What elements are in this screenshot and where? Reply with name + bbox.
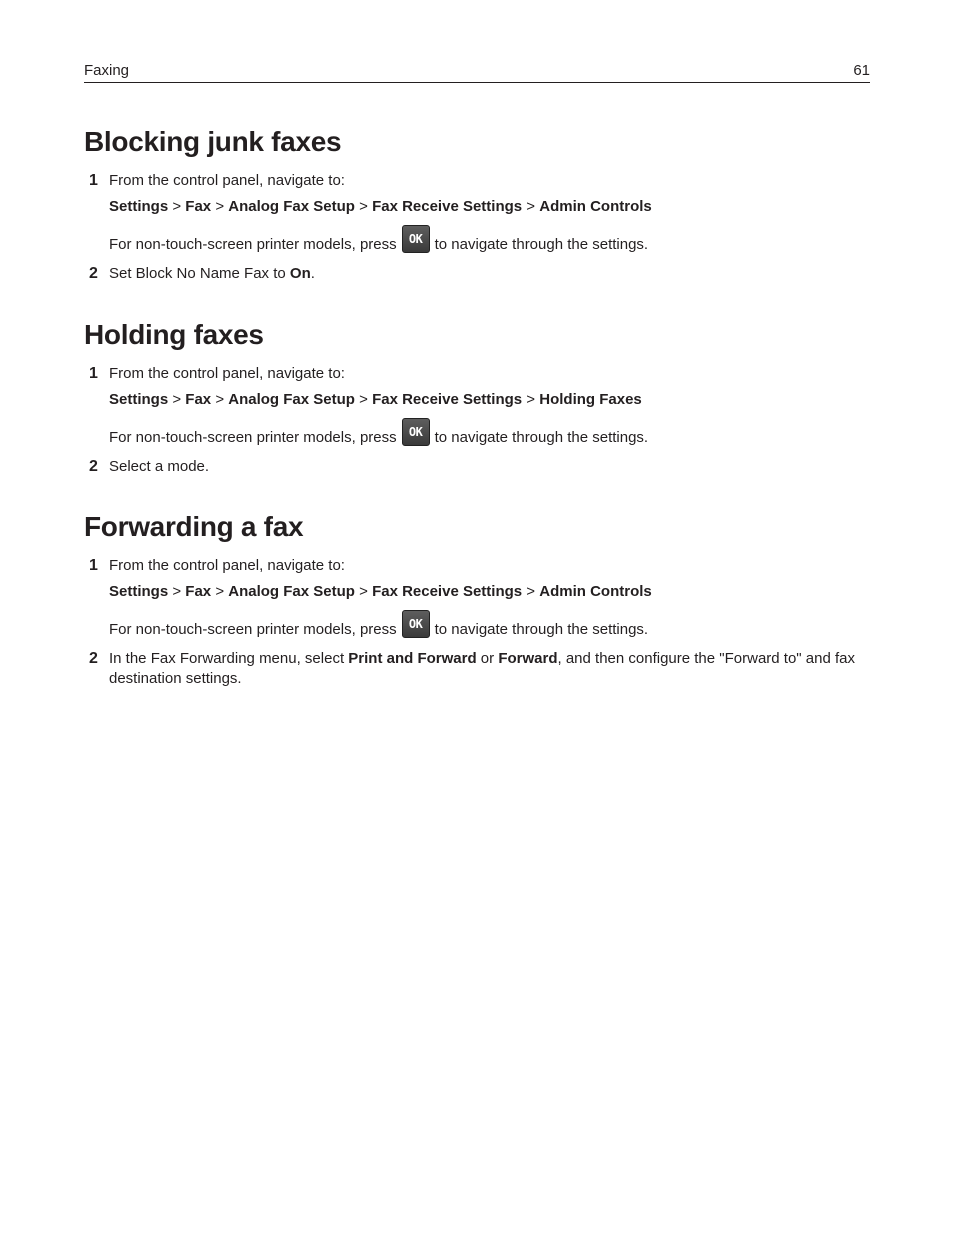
path-separator: > xyxy=(168,583,186,600)
step-bold: Print and Forward xyxy=(348,650,477,667)
page-header xyxy=(84,61,870,83)
step-text: or xyxy=(476,650,499,667)
step-1 xyxy=(84,556,870,640)
path-separator: > xyxy=(522,583,540,600)
page-number: 61 xyxy=(853,62,870,79)
step-number: 1 xyxy=(89,172,98,189)
step-text: . xyxy=(310,265,315,282)
path-item: Fax Receive Settings xyxy=(372,583,523,600)
path-separator: > xyxy=(211,391,229,408)
step-2 xyxy=(84,649,870,689)
path-separator: > xyxy=(522,198,540,215)
path-item: Settings xyxy=(109,198,169,215)
step-text: In the Fax Forwarding menu, select xyxy=(109,650,349,667)
step-number: 1 xyxy=(89,365,98,382)
step-1 xyxy=(84,364,870,448)
step-number: 1 xyxy=(89,557,98,574)
path-item: Admin Controls xyxy=(539,198,652,215)
step-intro: From the control panel, navigate to: xyxy=(109,557,345,574)
path-item: Fax xyxy=(185,198,212,215)
ok-button-icon: OK xyxy=(402,225,430,253)
note xyxy=(109,227,870,255)
path-separator: > xyxy=(168,198,186,215)
step-number: 2 xyxy=(89,650,98,667)
note xyxy=(109,612,870,640)
path-separator: > xyxy=(354,583,373,600)
section-title: Holding faxes xyxy=(84,319,264,350)
menu-path xyxy=(109,390,870,410)
menu-path xyxy=(109,197,870,217)
path-item: Settings xyxy=(109,391,169,408)
note-text-after: to navigate through the settings. xyxy=(434,429,649,446)
note-text-after: to navigate through the settings. xyxy=(434,236,649,253)
ok-button-icon: OK xyxy=(402,418,430,446)
note-text-before: For non-touch-screen printer models, press xyxy=(109,429,397,446)
path-separator: > xyxy=(168,391,186,408)
section-forwarding-a-fax xyxy=(84,509,870,689)
path-item: Fax Receive Settings xyxy=(372,391,523,408)
section-title: Blocking junk faxes xyxy=(84,126,342,157)
step-bold: On xyxy=(289,265,311,282)
path-item: Fax Receive Settings xyxy=(372,198,523,215)
path-separator: > xyxy=(354,391,373,408)
step-text: Set Block No Name Fax to xyxy=(109,265,290,282)
step-number: 2 xyxy=(89,265,98,282)
step-number: 2 xyxy=(89,458,98,475)
path-separator: > xyxy=(211,198,229,215)
section-blocking-junk-faxes xyxy=(84,124,870,284)
path-separator: > xyxy=(522,391,540,408)
note xyxy=(109,420,870,448)
section-title: Forwarding a fax xyxy=(84,511,304,542)
step-intro: From the control panel, navigate to: xyxy=(109,172,345,189)
path-item: Settings xyxy=(109,583,169,600)
path-separator: > xyxy=(211,583,229,600)
ok-button-icon: OK xyxy=(402,610,430,638)
path-item: Analog Fax Setup xyxy=(228,198,355,215)
path-item: Analog Fax Setup xyxy=(228,391,355,408)
path-item: Holding Faxes xyxy=(539,391,642,408)
page-content xyxy=(84,124,870,689)
path-item: Admin Controls xyxy=(539,583,652,600)
step-bold: Forward xyxy=(498,650,558,667)
section-holding-faxes xyxy=(84,317,870,477)
note-text-after: to navigate through the settings. xyxy=(434,621,649,638)
path-item: Fax xyxy=(185,391,212,408)
step-text: , and then configure the "Forward to" and fax destination settings. xyxy=(109,650,855,687)
step-1 xyxy=(84,171,870,255)
step-2 xyxy=(84,457,870,477)
path-separator: > xyxy=(354,198,373,215)
step-text: Select a mode. xyxy=(109,458,210,475)
note-text-before: For non-touch-screen printer models, press xyxy=(109,621,397,638)
path-item: Analog Fax Setup xyxy=(228,583,355,600)
path-item: Fax xyxy=(185,583,212,600)
note-text-before: For non-touch-screen printer models, press xyxy=(109,236,397,253)
menu-path xyxy=(109,582,870,602)
step-2 xyxy=(84,264,870,284)
header-section-title: Faxing xyxy=(84,62,130,79)
step-intro: From the control panel, navigate to: xyxy=(109,365,345,382)
